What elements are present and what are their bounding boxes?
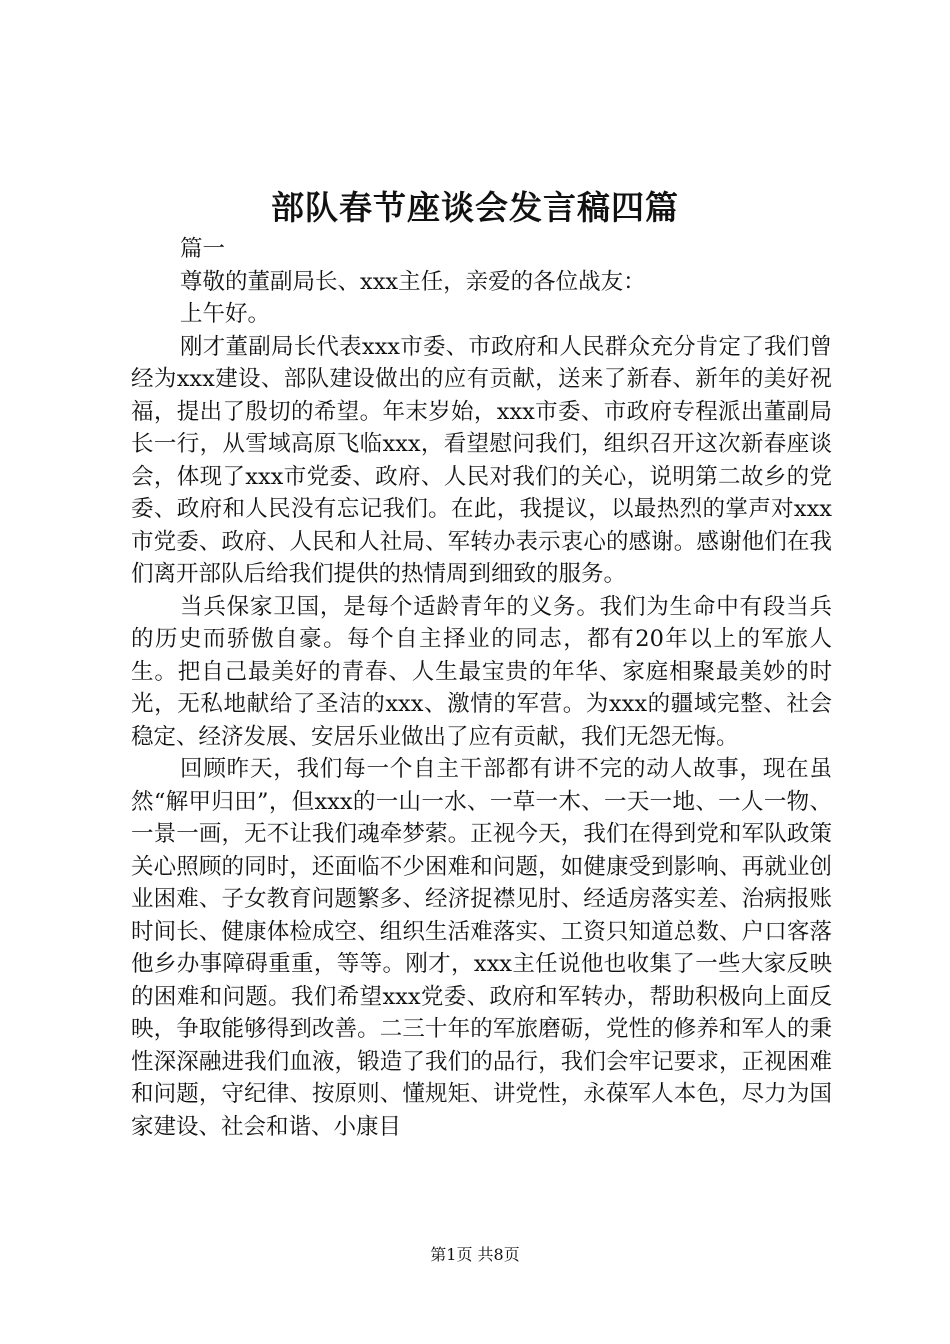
document-title: 部队春节座谈会发言稿四篇 [271, 188, 679, 227]
paragraph: 回顾昨天，我们每一个自主干部都有讲不完的动人故事，现在虽然“解甲归田”，但xxx的一山一水、一草一木、一天一地、一人一物、一景一画，无不让我们魂牵梦萦。正视今天，我们在得到党和军队政策关心照顾的同时，还面临不少困难和问题，如健康受到影响、再就业创业困难、子女教育问题繁多、经济捉襟见肘、经适房落实差、治病报账时间长、健康体检成空、组织生活难落实、工资只知道总数、户口客落他乡办事障碍重重，等等。刚才，xxx主任说他也收集了一些大家反映的困难和问题。我们希望xxx党委、政府和军转办，帮助积极向上面反映，争取能够得到改善。二三十年的军旅磨砺，党性的修养和军人的秉性深深融进我们血液，锻造了我们的品行，我们会牢记要求，正视困难和问题，守纪律、按原则、懂规矩、讲党性，永葆军人本色，尽力为国家建设、社会和谐、小康目 [131, 756, 832, 1140]
page-number-footer: 第1页 共8页 [430, 1245, 520, 1264]
document-body [131, 233, 832, 1143]
section-label: 篇一 [180, 236, 226, 262]
paragraph: 刚才董副局长代表xxx市委、市政府和人民群众充分肯定了我们曾经为xxx建设、部队建设做出的应有贡献，送来了新春、新年的美好祝福，提出了殷切的希望。年末岁始，xxx市委、市政府专程派出董副局长一行，从雪域高原飞临xxx，看望慰问我们，组织召开这次新春座谈会，体现了xxx市党委、政府、人民对我们的关心，说明第二故乡的党委、政府和人民没有忘记我们。在此，我提议，以最热烈的掌声对xxx市党委、政府、人民和人社局、军转办表示衷心的感谢。感谢他们在我们离开部队后给我们提供的热情周到细致的服务。 [131, 333, 832, 587]
greeting: 上午好。 [180, 301, 271, 327]
paragraph: 当兵保家卫国，是每个适龄青年的义务。我们为生命中有段当兵的历史而骄傲自豪。每个自主择业的同志，都有20年以上的军旅人生。把自己最美好的青春、人生最宝贵的年华、家庭相聚最美妙的时光，无私地献给了圣洁的xxx、激情的军营。为xxx的疆域完整、社会稳定、经济发展、安居乐业做出了应有贡献，我们无怨无悔。 [131, 593, 832, 750]
salutation: 尊敬的董副局长、xxx主任，亲爱的各位战友： [180, 268, 646, 295]
